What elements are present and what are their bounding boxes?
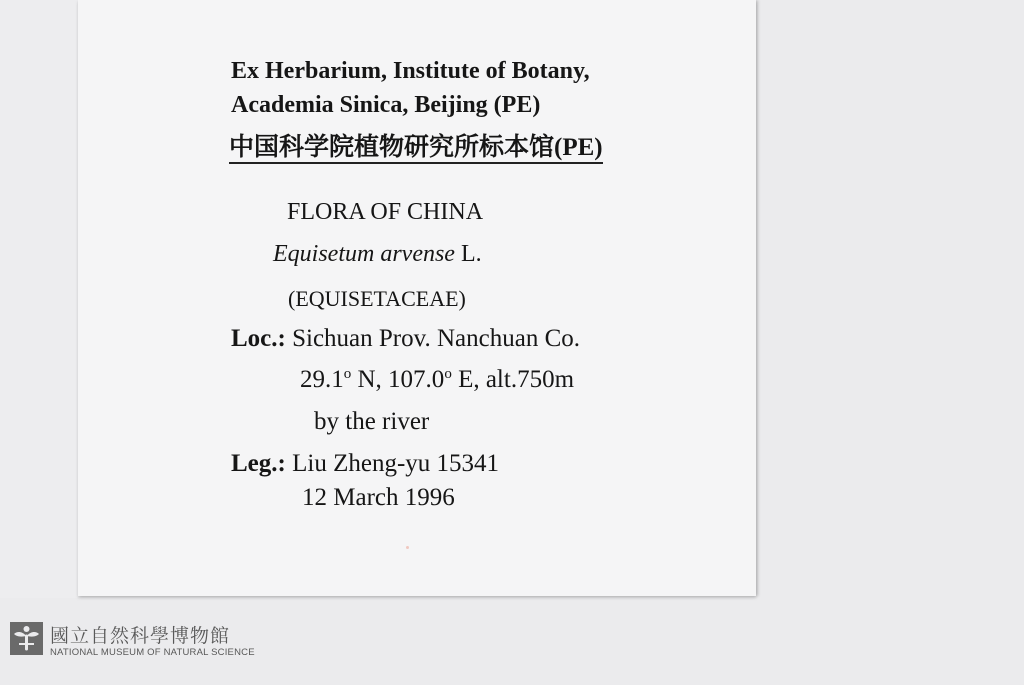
- latitude-value: 29.1: [300, 366, 344, 393]
- herbarium-line-3: [229, 127, 603, 163]
- background-paper: [0, 0, 78, 598]
- locality-label: Loc.:: [231, 325, 286, 352]
- paper-speck: [406, 546, 409, 549]
- herbarium-line-2: Academia Sinica, Beijing (PE): [231, 92, 541, 118]
- species-author: L.: [454, 241, 482, 267]
- coordinates-line: [300, 366, 574, 394]
- collection-date: 12 March 1996: [302, 484, 455, 511]
- habitat-text: by the river: [314, 408, 430, 435]
- herbarium-line-1: Ex Herbarium, Institute of Botany,: [231, 58, 590, 84]
- family-name: (EQUISETACEAE): [288, 286, 466, 311]
- collector-label: Leg.:: [231, 450, 286, 477]
- collector-value: Liu Zheng-yu 15341: [285, 450, 500, 477]
- locality-line: [231, 325, 580, 353]
- species-name: [273, 241, 482, 268]
- flora-title: FLORA OF CHINA: [287, 199, 484, 225]
- herbarium-name-chinese: 中国科学院植物研究所标本馆(PE): [229, 134, 603, 164]
- museum-name-english: NATIONAL MUSEUM OF NATURAL SCIENCE: [50, 647, 255, 658]
- species-binomial: Equisetum arvense: [273, 241, 455, 267]
- museum-name-chinese: 國立自然科學博物館: [50, 625, 231, 647]
- collector-line: [231, 450, 499, 478]
- degree-sign: o: [343, 366, 352, 382]
- longitude-direction: E, alt.750m: [451, 366, 575, 393]
- locality-value: Sichuan Prov. Nanchuan Co.: [285, 325, 581, 352]
- degree-sign: o: [444, 366, 452, 382]
- latitude-direction: N, 107.0: [351, 366, 445, 393]
- museum-logo-icon: [10, 622, 43, 655]
